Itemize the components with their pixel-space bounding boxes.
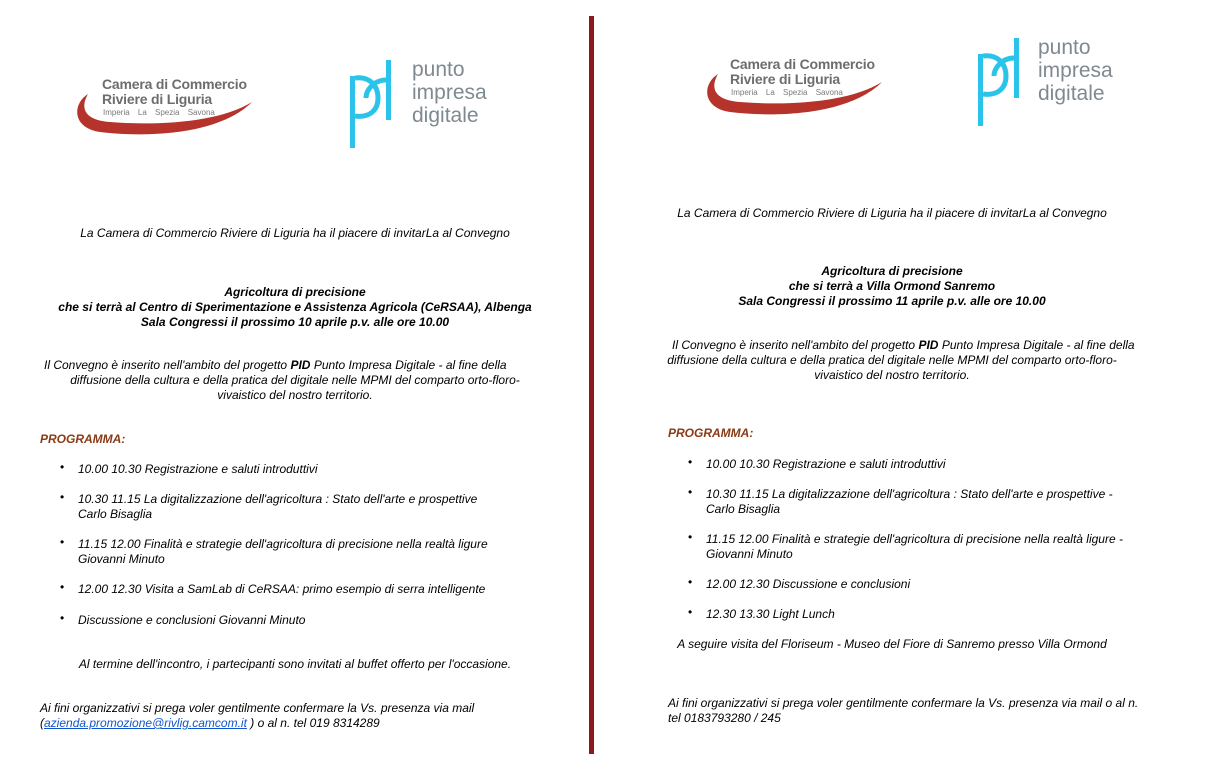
logo-cities: Imperia La Spezia Savona: [731, 88, 843, 97]
pid-word-3: digitale: [1038, 82, 1105, 105]
program-heading: PROGRAMMA:: [668, 426, 754, 440]
program-item-speaker: Giovanni Minuto: [706, 547, 793, 561]
bullet-icon: •: [60, 611, 65, 625]
camera-commercio-logo: [700, 56, 890, 118]
intro-line3: vivaistico del nostro territorio.: [814, 368, 970, 382]
program-item: 10.00 10.30 Registrazione e saluti introduttivi: [706, 457, 946, 471]
event-date: Sala Congressi il prossimo 10 aprile p.v. alle ore 10.00: [140, 315, 450, 329]
event-venue: che si terrà a Villa Ormond Sanremo: [788, 279, 996, 293]
email-link[interactable]: azienda.promozione@rivlig.camcom.it: [44, 716, 247, 730]
intro-line2: diffusione della cultura e della pratica del digitale nelle MPMI del comparto orto-floro-: [667, 353, 1117, 367]
intro-prefix: Il Convegno è inserito nell'ambito del progetto: [44, 358, 291, 372]
closing-note: Al termine dell'incontro, i partecipanti sono invitati al buffet offerto per l'occasione.: [78, 657, 512, 671]
rsvp-line1: Ai fini organizzativi si prega voler gentilmente confermare la Vs. presenza via mail o al n.: [668, 696, 1139, 710]
event-title: Agricoltura di precisione: [224, 285, 366, 299]
intro-rest: Punto Impresa Digitale - al fine della: [941, 338, 1135, 352]
bullet-icon: •: [60, 460, 65, 474]
logo-line1: Camera di Commercio: [730, 56, 875, 72]
program-item: 11.15 12.00 Finalità e strategie dell'agricoltura di precisione nella realtà ligure -: [706, 532, 1123, 546]
pid-word-2: impresa: [412, 81, 487, 104]
invite-text: La Camera di Commercio Riviere di Liguria ha il piacere di invitarLa al Convegno: [677, 206, 1107, 220]
pid-logo: [976, 36, 1126, 128]
program-item: 10.00 10.30 Registrazione e saluti introduttivi: [78, 462, 318, 476]
intro-line1: [672, 338, 1135, 353]
program-item: 12.30 13.30 Light Lunch: [706, 607, 835, 621]
program-heading: PROGRAMMA:: [40, 432, 126, 446]
program-item: 10.30 11.15 La digitalizzazione dell'agricoltura : Stato dell'arte e prospettive: [78, 492, 478, 506]
bullet-icon: •: [60, 580, 65, 594]
logo-line2: Riviere di Liguria: [102, 91, 212, 107]
panel-divider: [589, 16, 594, 754]
invite-text: La Camera di Commercio Riviere di Liguria ha il piacere di invitarLa al Convegno: [80, 226, 510, 240]
logo-line1: Camera di Commercio: [102, 76, 247, 92]
intro-line1: [44, 358, 507, 373]
program-item: 12.00 12.30 Visita a SamLab di CeRSAA: primo esempio di serra intelligente: [78, 582, 486, 596]
intro-line2: diffusione della cultura e della pratica del digitale nelle MPMI del comparto orto-floro-: [70, 373, 520, 387]
bullet-icon: •: [688, 575, 693, 589]
event-date: Sala Congressi il prossimo 11 aprile p.v. alle ore 10.00: [738, 294, 1046, 308]
program-item-speaker: Carlo Bisaglia: [78, 507, 153, 521]
pid-mark-icon: [976, 36, 1036, 128]
intro-rest: Punto Impresa Digitale - al fine della: [313, 358, 507, 372]
bullet-icon: •: [688, 455, 693, 469]
bullet-icon: •: [60, 490, 65, 504]
bullet-icon: •: [688, 485, 693, 499]
logo-cities: Imperia La Spezia Savona: [103, 108, 215, 117]
program-item: Discussione e conclusioni Giovanni Minuto: [78, 613, 306, 627]
rsvp-paren: (: [40, 716, 44, 730]
event-venue: che si terrà al Centro di Sperimentazione e Assistenza Agricola (CeRSAA), Albenga: [58, 300, 532, 314]
pid-word-2: impresa: [1038, 59, 1113, 82]
rsvp-phone: ) o al n. tel 019 8314289: [246, 716, 380, 730]
intro-pid: PID: [290, 358, 311, 372]
right-invitation: [596, 0, 1210, 772]
program-item: 11.15 12.00 Finalità e strategie dell'agricoltura di precisione nella realtà ligure: [78, 537, 488, 551]
camera-commercio-logo: [70, 76, 260, 138]
logo-line2: Riviere di Liguria: [730, 71, 840, 87]
bullet-icon: •: [688, 605, 693, 619]
bullet-icon: •: [60, 535, 65, 549]
program-item: 12.00 12.30 Discussione e conclusioni: [706, 577, 911, 591]
program-item-speaker: Giovanni Minuto: [78, 552, 165, 566]
pid-word-1: punto: [1038, 36, 1091, 59]
pid-logo: [348, 58, 498, 150]
pid-mark-icon: [348, 58, 408, 150]
rsvp-line2: tel 0183793280 / 245: [668, 711, 781, 725]
event-title: Agricoltura di precisione: [821, 264, 963, 278]
rsvp-line2: [40, 716, 380, 731]
intro-prefix: Il Convegno è inserito nell'ambito del progetto: [672, 338, 919, 352]
program-item-speaker: Carlo Bisaglia: [706, 502, 781, 516]
rsvp-line1: Ai fini organizzativi si prega voler gentilmente confermare la Vs. presenza via mail: [40, 701, 475, 715]
intro-pid: PID: [918, 338, 939, 352]
program-item: 10.30 11.15 La digitalizzazione dell'agricoltura : Stato dell'arte e prospettive -: [706, 487, 1113, 501]
left-invitation: [0, 0, 590, 772]
intro-line3: vivaistico del nostro territorio.: [217, 388, 373, 402]
bullet-icon: •: [688, 530, 693, 544]
pid-word-1: punto: [412, 58, 465, 81]
pid-word-3: digitale: [412, 104, 479, 127]
closing-note: A seguire visita del Floriseum - Museo del Fiore di Sanremo presso Villa Ormond: [677, 637, 1107, 651]
